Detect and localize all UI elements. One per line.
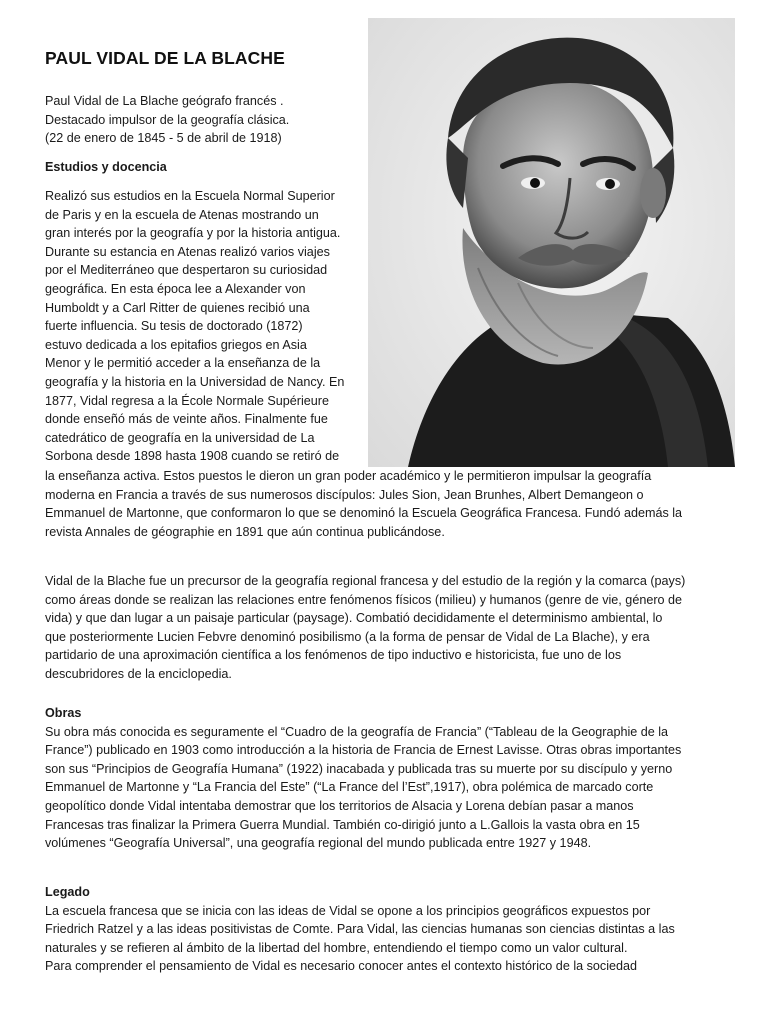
studies-line: Durante su estancia en Atenas realizó varios viajes [45,244,330,259]
precursor-line: vida) y que dan lugar a un paisaje particular (paysage). Combatió decididamente el determinismo ambiental, lo [45,611,663,626]
legado-heading: Legado [45,885,90,899]
obras-heading: Obras [45,706,82,720]
precursor-line: descubridores de la enciclopedia. [45,666,232,681]
portrait-photo [368,18,735,467]
obras-line: Emmanuel de Martonne y “La Francia del Este” (“La France del l’Est”,1917), obra polémica de marcado corte [45,780,654,795]
legado-line: Friedrich Ratzel y a las ideas positivistas de Comte. Para Vidal, las ciencias humanas son ciencias distintas a las [45,922,675,937]
intro-line: Destacado impulsor de la geografía clásica. [45,112,290,127]
studies-line: por el Mediterráneo que despertaron su curiosidad [45,263,328,278]
obras-line: France”) publicado en 1903 como introducción a la historia de Francia de Ernest Lavisse. Otras obras importantes [45,743,682,758]
obras-line: geopolítico donde Vidal intentaba demostrar que los territorios de Alsacia y Lorena debían pasar a manos [45,798,634,813]
studies-paragraph-wide [45,467,725,541]
studies-line: Realizó sus estudios en la Escuela Normal Superior [45,189,335,203]
portrait-image [368,18,735,467]
studies-line: catedrático de geografía en la universidad de La [45,430,315,445]
obras-line: volúmenes “Geografía Universal”, una geografía regional del mundo publicada entre 1927 y 1948. [45,836,592,851]
studies-line: geográfica. En esta época lee a Alexander von [45,281,306,296]
legado-section [45,883,725,976]
studies-line: 1877, Vidal regresa a la École Normale Supérieure [45,393,329,408]
studies-paragraph-narrow [45,187,360,466]
legado-line: Para comprender el pensamiento de Vidal es necesario conocer antes el contexto histórico de la sociedad [45,959,638,974]
studies-line: donde enseñó más de veinte años. Finalmente fue [45,412,328,427]
precursor-line: como áreas donde se realizan las relaciones entre fenómenos físicos (milieu) y humanos (genre de vie, género de [45,592,683,607]
page-title: PAUL VIDAL DE LA BLACHE [45,48,285,68]
obras-line: Francesas tras finalizar la Primera Guerra Mundial. También co-dirigió junto a L.Gallois la vasta obra en 15 [45,817,640,832]
intro-line: Paul Vidal de La Blache geógrafo francés . [45,94,284,108]
studies-line: estuvo dedicada a los epitafios griegos en Asia [45,337,307,352]
legado-line: naturales y se refieren al ámbito de la libertad del hombre, entendiendo el tiempo como un valor cultural. [45,940,628,955]
intro-line: (22 de enero de 1845 - 5 de abril de 1918) [45,131,282,146]
intro-block [45,92,360,148]
studies-line: revista Annales de géographie en 1891 que aún continua publicándose. [45,524,445,539]
obras-section [45,704,725,853]
obras-line: Su obra más conocida es seguramente el “Cuadro de la geografía de Francia” (“Tableau de la Geographie de la [45,724,669,739]
precursor-line: que posteriormente Lucien Febvre denominó posibilismo (a la forma de pensar de Vidal de La Blache), y era [45,629,650,644]
studies-line: de Paris y en la escuela de Atenas mostrando un [45,207,319,222]
studies-line: la enseñanza activa. Estos puestos le dieron un gran poder académico y le permitieron impulsar la geografía [45,469,652,483]
studies-heading: Estudios y docencia [45,160,167,174]
studies-line: Menor y le permitió acceder a la enseñanza de la [45,356,321,371]
studies-line: Emmanuel de Martonne, que conformaron lo que se denominó la Escuela Geográfica Francesa. Fundó además la [45,506,683,521]
obras-line: son sus “Principios de Geografía Humana” (1922) inacabada y publicada tras su muerte por su discípulo y yerno [45,761,673,776]
precursor-line: Vidal de la Blache fue un precursor de la geografía regional francesa y del estudio de la región y la comarca (pays) [45,574,686,588]
legado-line: La escuela francesa que se inicia con las ideas de Vidal se opone a los principios geográficos expuestos por [45,903,651,918]
studies-line: Sorbona desde 1898 hasta 1908 cuando se retiró de [45,449,340,464]
studies-line: geografía y la historia en la Universidad de Nancy. En [45,374,345,389]
precursor-paragraph [45,572,725,684]
studies-line: moderna en Francia a través de sus numerosos discípulos: Jules Sion, Jean Brunhes, Albert Demangeon o [45,487,644,502]
studies-line: gran interés por la geografía y por la historia antigua. [45,226,341,241]
studies-line: Humboldt y a Carl Ritter de quienes recibió una [45,300,310,315]
studies-line: fuerte influencia. Su tesis de doctorado (1872) [45,319,303,334]
precursor-line: partidario de una aproximación científica a los fenómenos de tipo inductivo e historicista, fue uno de los [45,648,622,663]
